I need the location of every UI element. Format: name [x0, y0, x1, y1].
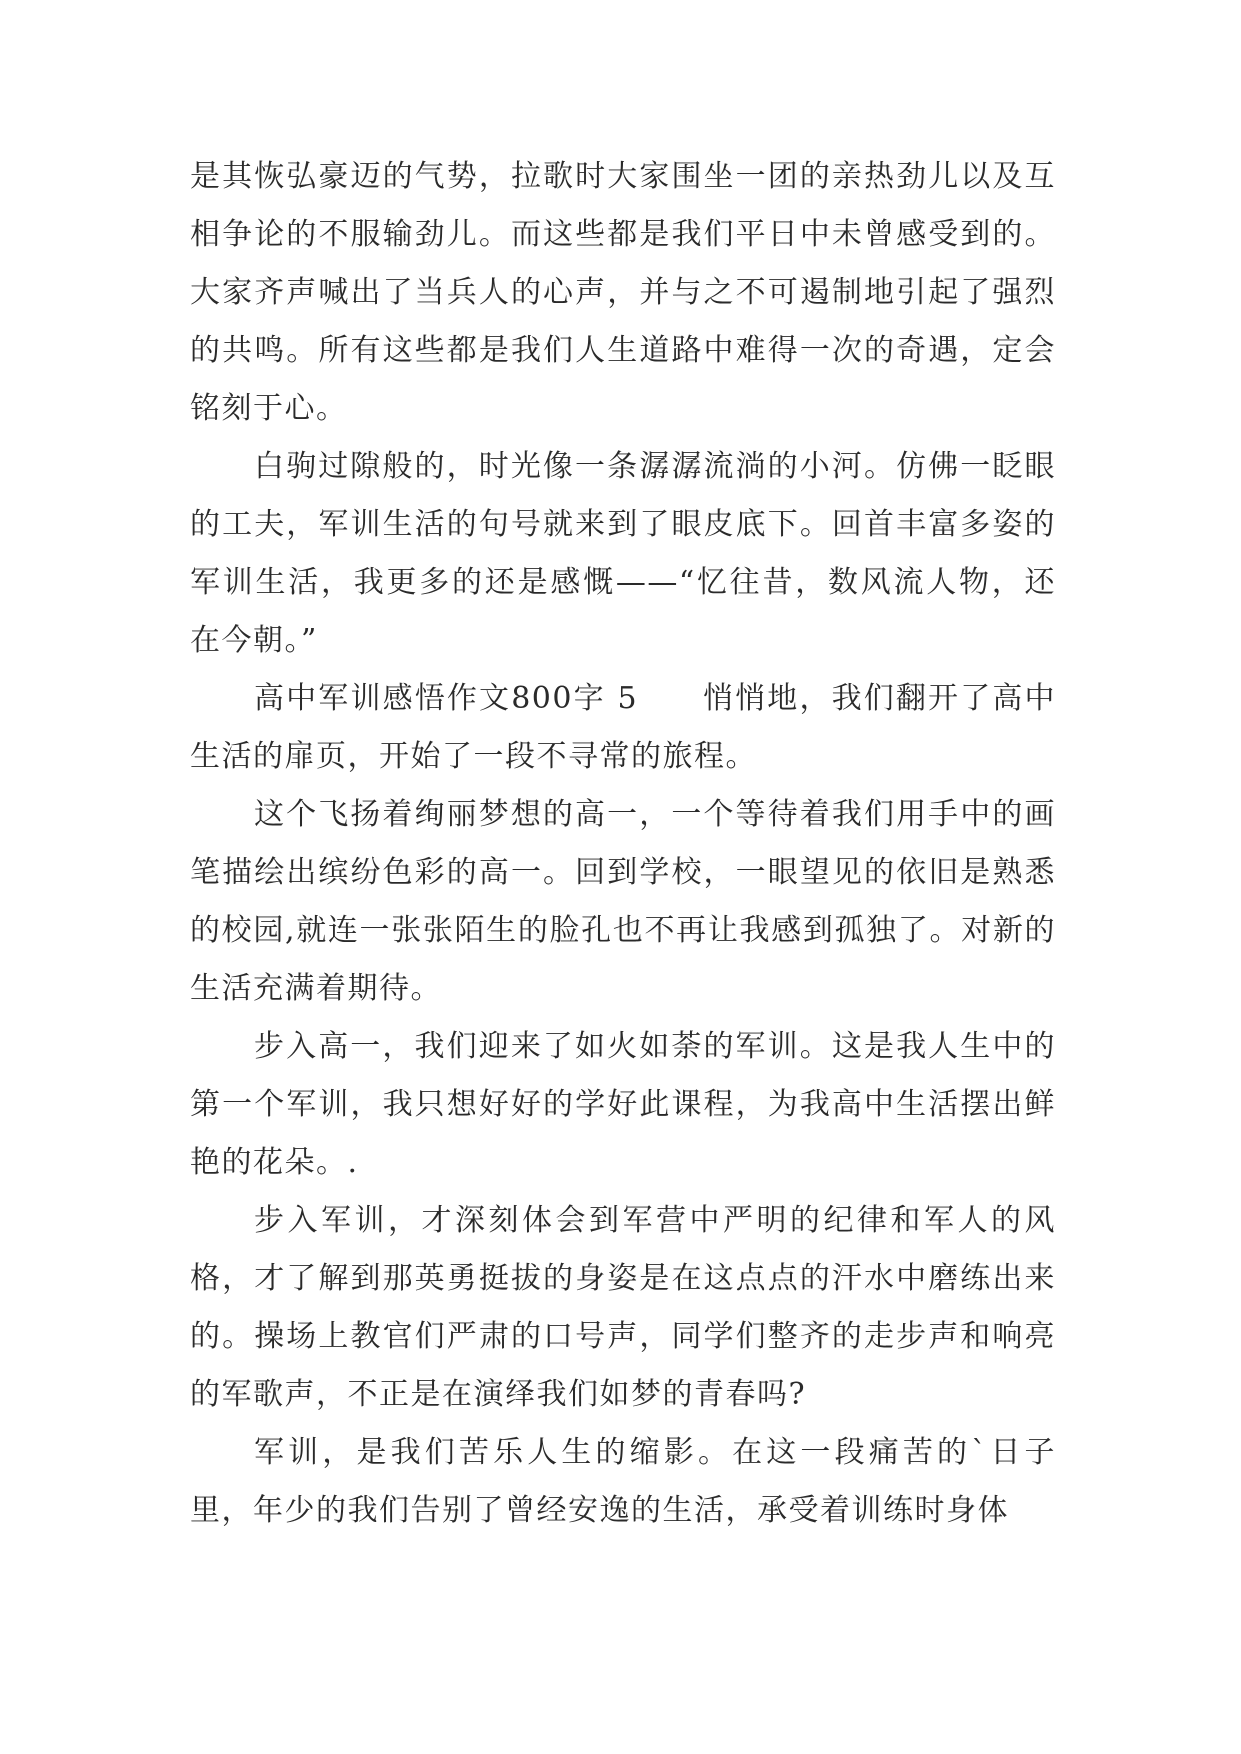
paragraph: 白驹过隙般的，时光像一条潺潺流淌的小河。仿佛一眨眼的工夫，军训生活的句号就来到了眼皮底下。回首丰富多姿的军训生活，我更多的还是感慨——“忆往昔，数风流人物，还在今朝。” — [190, 449, 1056, 658]
paragraph: 步入军训，才深刻体会到军营中严明的纪律和军人的风格，才了解到那英勇挺拔的身姿是在这点点的汗水中磨练出来的。操场上教官们严肃的口号声，同学们整齐的走步声和响亮的军歌声，不正是在演绎我们如梦的青春吗? — [190, 1203, 1056, 1412]
paragraph: 是其恢弘豪迈的气势，拉歌时大家围坐一团的亲热劲儿以及互相争论的不服输劲儿。而这些都是我们平日中未曾感受到的。大家齐声喊出了当兵人的心声，并与之不可遏制地引起了强烈的共鸣。所有这些都是我们人生道路中难得一次的奇遇，定会铭刻于心。 — [190, 159, 1056, 426]
paragraph: 步入高一，我们迎来了如火如荼的军训。这是我人生中的第一个军训，我只想好好的学好此课程，为我高中生活摆出鲜艳的花朵。. — [190, 1029, 1056, 1180]
document-body — [190, 148, 1056, 1540]
paragraph: 军训，是我们苦乐人生的缩影。在这一段痛苦的`日子里，年少的我们告别了曾经安逸的生活，承受着训练时身体 — [190, 1435, 1056, 1528]
paragraph: 这个飞扬着绚丽梦想的高一，一个等待着我们用手中的画笔描绘出缤纷色彩的高一。回到学校，一眼望见的依旧是熟悉的校园,就连一张张陌生的脸孔也不再让我感到孤独了。对新的生活充满着期待。 — [190, 797, 1056, 1006]
paragraph: 高中军训感悟作文800字 5 悄悄地，我们翻开了高中生活的扉页，开始了一段不寻常的旅程。 — [190, 681, 1056, 774]
